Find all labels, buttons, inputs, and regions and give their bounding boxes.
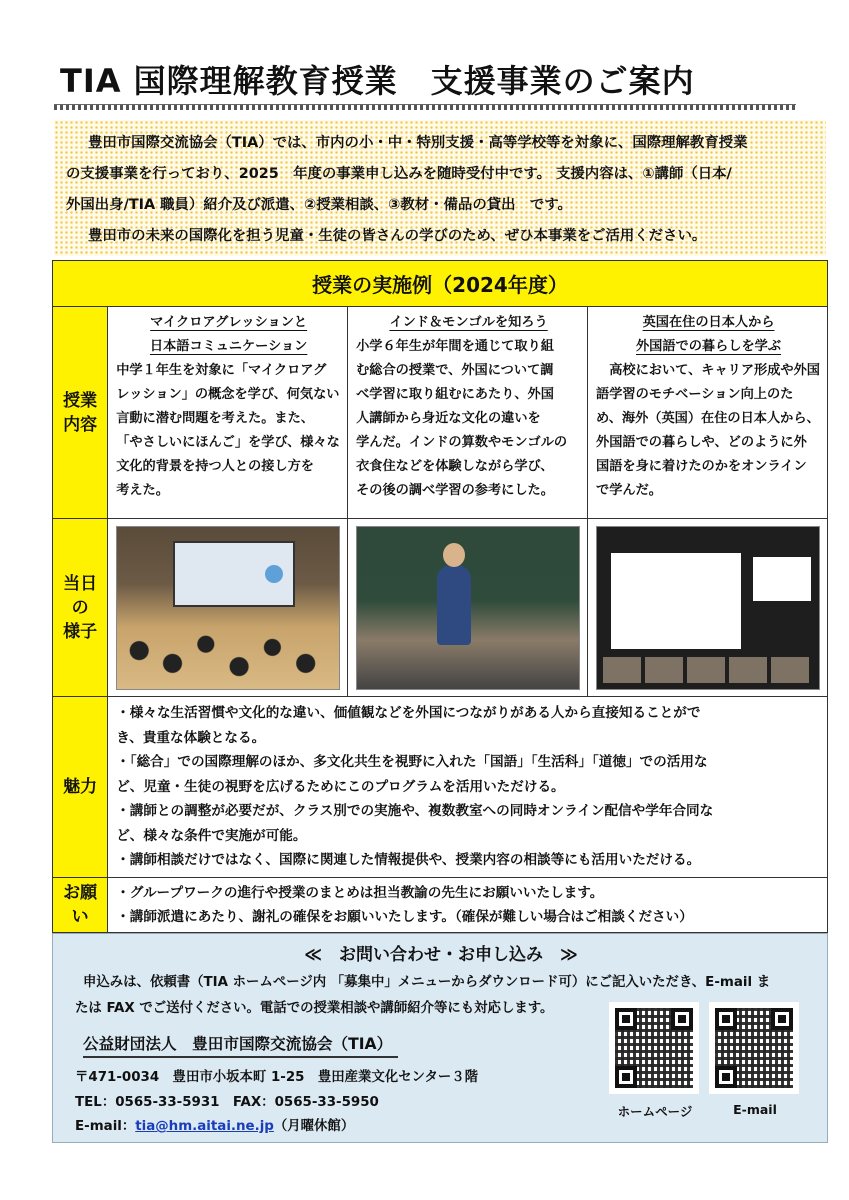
classroom-photo	[116, 526, 340, 690]
row-label-day: 当日 の 様子	[53, 519, 108, 697]
appeal-cell: ・様々な生活習慣や文化的な違い、価値観などを外国につながりがある人から直接知ることがで き、貴重な体験となる。 ・「総合」での国際理解のほか、多文化共生を視野に入れた「国語」「生活科」「道徳」での活用な ど、児童・生徒の視野を広げるためにこのプログラムを活用いただける。 ・講師との調整が必要だが、クラス別での実施や、複数教室への同時オンライン配信や学年合同な ど、様々な条件で実施が可能。 ・講師相談だけではなく、国際に関連した情報提供や、授業内容の相談等にも活用いただける。	[108, 697, 828, 878]
email-qr-label: E-mail	[733, 1102, 777, 1117]
row-label-appeal: 魅力	[53, 697, 108, 878]
page-title: TIA 国際理解教育授業 支援事業のご案内	[60, 62, 695, 100]
example-title: マイクロアグレッションと	[150, 315, 308, 330]
request-cell: ・グループワークの進行や授業のまとめは担当教諭の先生にお願いいたします。 ・講師派遣にあたり、謝礼の確保をお願いいたします。（確保が難しい場合はご相談ください）	[108, 877, 828, 932]
lecturer-photo	[356, 526, 580, 690]
online-session-photo	[596, 526, 820, 690]
example-2: インド＆モンゴルを知ろう 小学６年生が年間を通じて取り組 む総合の授業で、外国について調 べ学習に取り組むにあたり、外国 人講師から身近な文化の違いを 学んだ。インドの算数やモンゴルの 衣食住などを体験しながら学び、 その後の調べ学習の参考にした。	[348, 307, 588, 519]
row-label-request: お願 い	[53, 877, 108, 932]
homepage-qr-label: ホームページ	[617, 1104, 693, 1119]
photo-cell-3	[588, 519, 828, 697]
intro-line: 豊田市国際交流協会（TIA）では、市内の小・中・特別支援・高等学校等を対象に、国際理解教育授業	[88, 135, 748, 151]
title-divider	[54, 104, 796, 110]
examples-table	[52, 260, 828, 933]
example-title: 外国語での暮らしを学ぶ	[635, 339, 782, 354]
example-3: 英国在住の日本人から 外国語での暮らしを学ぶ 高校において、キャリア形成や外国 語学習のモチベーション向上のた め、海外（英国）在住の日本人から、 外国語での暮らしや、どのように外 国語を身に着けたのかをオンライン で学んだ。	[588, 307, 828, 519]
contact-text: 申込みは、依頼書（TIA ホームページ内 「募集中」メニューからダウンロード可）にご記入いただき、E-mail ま たは FAX でご送付ください。電話での授業相談や講師紹介等にも対応します。	[75, 975, 771, 1016]
row-label-content: 授業 内容	[53, 307, 108, 519]
email-qr-icon[interactable]	[709, 1002, 799, 1094]
email-link[interactable]: tia@hm.aitai.ne.jp	[135, 1119, 274, 1134]
example-title: 日本語コミュニケーション	[149, 339, 308, 354]
photo-cell-1	[108, 519, 348, 697]
homepage-qr-icon[interactable]	[609, 1002, 699, 1094]
contact-address: 〒471-0034 豊田市小坂本町 1-25 豊田産業文化センター３階 TEL：0565-33-5931 FAX：0565-33-5950 E-mail：tia@hm.aitai.ne.jp（月曜休館）	[75, 1070, 479, 1134]
example-title: インド＆モンゴルを知ろう	[389, 315, 548, 330]
example-title: 英国在住の日本人から	[642, 315, 775, 330]
contact-box	[52, 933, 828, 1143]
photo-cell-2	[348, 519, 588, 697]
intro-line: の支援事業を行っており、2025 年度の事業申し込みを随時受付中です。 支援内容は、①講師（日本/	[66, 166, 732, 182]
table-heading: 授業の実施例（2024年度）	[53, 261, 828, 307]
intro-line: 豊田市の未来の国際化を担う児童・生徒の皆さんの学びのため、ぜひ本事業をご活用ください。	[88, 228, 707, 244]
intro-line: 外国出身/TIA 職員）紹介及び派遣、②授業相談、③教材・備品の貸出 です。	[66, 197, 572, 213]
organization-name: 公益財団法人 豊田市国際交流協会（TIA）	[83, 1032, 398, 1058]
intro-box	[54, 120, 826, 256]
contact-heading: ≪ お問い合わせ・お申し込み ≫	[304, 945, 578, 965]
example-1: マイクロアグレッションと 日本語コミュニケーション 中学１年生を対象に「マイクロアグ レッション」の概念を学び、何気ない 言動に潜む問題を考えた。また、 「やさしいにほんご」を学び、様々な 文化的背景を持つ人との接し方を 考えた。	[108, 307, 348, 519]
